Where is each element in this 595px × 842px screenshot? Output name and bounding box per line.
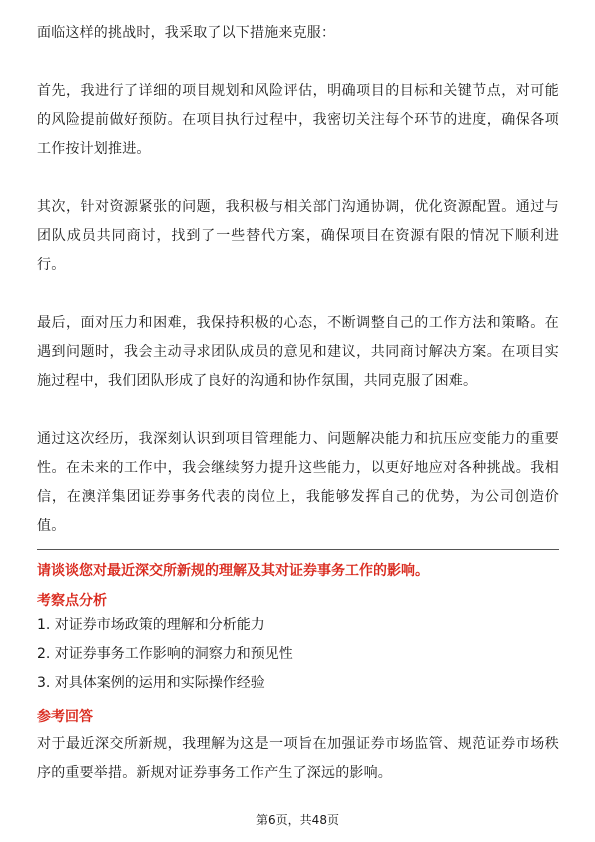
question-heading: 请谈谈您对最近深交所新规的理解及其对证券事务工作的影响。 [37,563,429,579]
intro-paragraph: 面临这样的挑战时，我采取了以下措施来克服： [37,25,336,41]
section-divider [37,549,559,550]
page-number: 第6页，共48页 [256,813,339,827]
analysis-item: 1. 对证券市场政策的理解和分析能力 [37,617,265,633]
paragraph-summary: 通过这次经历，我深刻认识到项目管理能力、问题解决能力和抗压应变能力的重要性。在未来的工作中，我会继续努力提升这些能力，以更好地应对各种挑战。我相信，在澳洋集团证券事务代表的岗位上，我能够发挥自己的优势，为公司创造价值。 [37,431,559,534]
analysis-heading: 考察点分析 [37,593,107,609]
answer-paragraph: 对于最近深交所新规，我理解为这是一项旨在加强证券市场监管、规范证券市场秩序的重要举措。新规对证券事务工作产生了深远的影响。 [37,736,559,781]
paragraph-second: 其次，针对资源紧张的问题，我积极与相关部门沟通协调，优化资源配置。通过与团队成员共同商讨，找到了一些替代方案，确保项目在资源有限的情况下顺利进行。 [37,199,559,273]
analysis-item: 3. 对具体案例的运用和实际操作经验 [37,675,265,691]
analysis-item: 2. 对证券事务工作影响的洞察力和预见性 [37,646,293,662]
paragraph-first: 首先，我进行了详细的项目规划和风险评估，明确项目的目标和关键节点，对可能的风险提前做好预防。在项目执行过程中，我密切关注每个环节的进度，确保各项工作按计划推进。 [37,83,559,157]
answer-heading: 参考回答 [37,709,93,725]
paragraph-last: 最后，面对压力和困难，我保持积极的心态，不断调整自己的工作方法和策略。在遇到问题时，我会主动寻求团队成员的意见和建议，共同商讨解决方案。在项目实施过程中，我们团队形成了良好的沟通和协作氛围，共同克服了困难。 [37,315,559,389]
